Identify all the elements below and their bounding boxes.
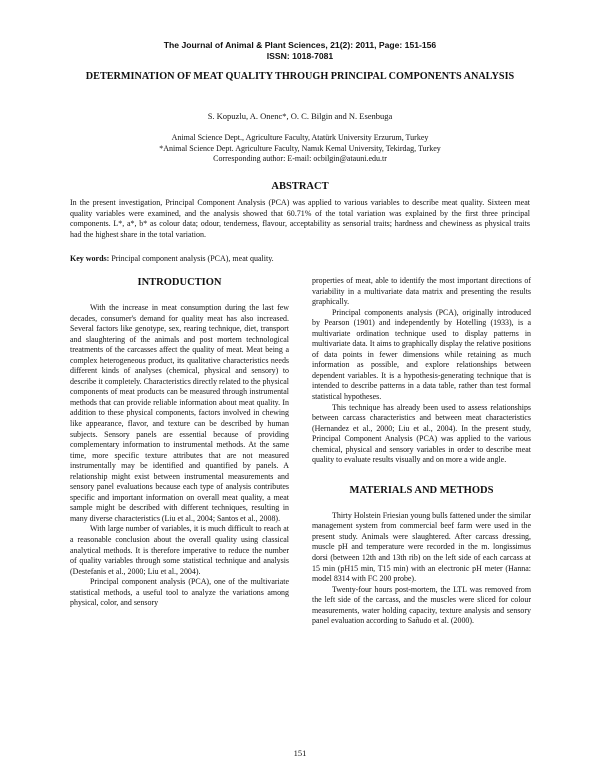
right-column — [312, 276, 531, 627]
affiliations — [0, 133, 600, 165]
journal-issn: ISSN: 1018-7081 — [266, 51, 334, 61]
affiliation-2: *Animal Science Dept. Agriculture Faculty, Namık Kemal University, Tekirdag, Turkey — [159, 143, 441, 153]
intro-paragraph-3: Principal component analysis (PCA), one of the multivariate statistical methods, a useful tool to analyze the variations among physical, color, and sensory — [70, 577, 289, 608]
abstract-text: In the present investigation, Principal Component Analysis (PCA) was applied to various variables to describe meat quality. Sixteen meat quality variables were examined, and the analysis showed that 60.71% of the total variation was explained by the first three principal components. L*, a*, b* as colour data; odour, tenderness, flavour, acceptability as sensorial traits; hardness and chewiness as physical traits had the highest share in the total variation. — [70, 198, 530, 239]
keywords-text: Principal component analysis (PCA), meat quality. — [111, 254, 274, 263]
abstract-heading: ABSTRACT — [271, 181, 329, 192]
journal-citation: The Journal of Animal & Plant Sciences, 21(2): 2011, Page: 151-156 — [163, 40, 437, 50]
methods-paragraph-2: Twenty-four hours post-mortem, the LTL was removed from the left side of the carcass, and the muscles were sliced for colour measurements, water holding capacity, texture analysis and sensory panel evaluation according to Sañudo et al. (2000). — [312, 584, 531, 626]
paper-title: DETERMINATION OF MEAT QUALITY THROUGH PRINCIPAL COMPONENTS ANALYSIS — [85, 71, 515, 82]
methods-paragraph-1: Thirty Holstein Friesian young bulls fattened under the similar management system from commercial beef farm were used in the present study. Animals were slaughtered. After carcass dressing, muscle pH and temperature were recorded in the m. longissimus dorsi (between 12th and 13th rib) on the left side of each carcass at 15 min (pH15 min, T15 min) with an electronic pH meter (Hanna: model 8314 with FC 200 probe). — [312, 510, 531, 584]
intro-paragraph-2: With large number of variables, it is much difficult to reach at a reasonable conclusion about the overall quality using classical analytical methods. It is therefore imperative to reduce the number of quality variables through some statistical technique and analysis (Destefanis et al., 2000; Liu et al., 2004). — [70, 524, 289, 576]
page-number: 151 — [293, 748, 307, 758]
left-column — [70, 276, 289, 609]
introduction-heading: INTRODUCTION — [137, 277, 222, 288]
intro-paragraph-4: Principal components analysis (PCA), originally introduced by Pearson (1901) and independently by Hotelling (1933), is a multivariate ordination technique used to display patterns in multivariate data. It aims to graphically display the relative positions of data points in fewer dimensions while retaining as much information as possible, and explore relationships between dependent variables. It is a hypothesis-generating technique that is intended to describe patterns in a data table, rather than test formal statistical hypotheses. — [312, 307, 531, 402]
corresponding-author: Corresponding author: E-mail: ocbilgin@atauni.edu.tr — [213, 154, 387, 163]
methods-heading: MATERIALS AND METHODS — [349, 484, 494, 496]
keywords — [70, 254, 530, 263]
intro-paragraph-1: With the increase in meat consumption during the last few decades, consumer's demand for quality meat has also increased. Several factors like genotype, sex, rearing technique, diet, transport and slaughtering of the animals and post mortem technological treatments of the carcasses affect the quality of meat. Meat being a complex heterogeneous product, its qualitative characteristics needs different kinds of analyses (chemical, physical and sensory) to describe it completely. Characteristics directly related to the physical components of meat products can be measured through instrumental methods that can provide reliable information about meat quality. In addition to these physical components, factors involved in chewing like appearance, flavor, and texture can be described by human subjects. Sensory panels are essential because of providing complementary information to instrumental methods. At the same time, more specific texture attributes that are not measured instrumentally may be identified and quantified by panels. A relationship might exist between instrumental measurements and sensory panel evaluations because each type of analysis contributes specific and important information on overall meat quality, a meat sample might be described with different techniques, resulting in many diverse characteristics (Liu et al., 2004; Santos et al., 2008). — [70, 303, 289, 523]
keywords-label: Key words: — [70, 254, 110, 263]
intro-paragraph-5: This technique has already been used to assess relationships between carcass characteristics and between meat characteristics (Hernandez et al., 2000; Liu et al., 2004). In the present study, Principal Component Analysis (PCA) was applied to the various chemical, physical and sensory variables in order to describe meat quality to evaluate results visually and on more a wide angle. — [312, 402, 531, 465]
author-list: S. Kopuzlu, A. Onenc*, O. C. Bilgin and N. Esenbuga — [207, 111, 393, 121]
affiliation-1: Animal Science Dept., Agriculture Faculty, Atatürk University Erzurum, Turkey — [171, 133, 429, 142]
section-spacer — [312, 466, 531, 484]
intro-paragraph-3-continued: properties of meat, able to identify the most important directions of variability in a multivariate data matrix and presenting the results graphically. — [312, 276, 531, 307]
journal-header — [0, 40, 600, 62]
